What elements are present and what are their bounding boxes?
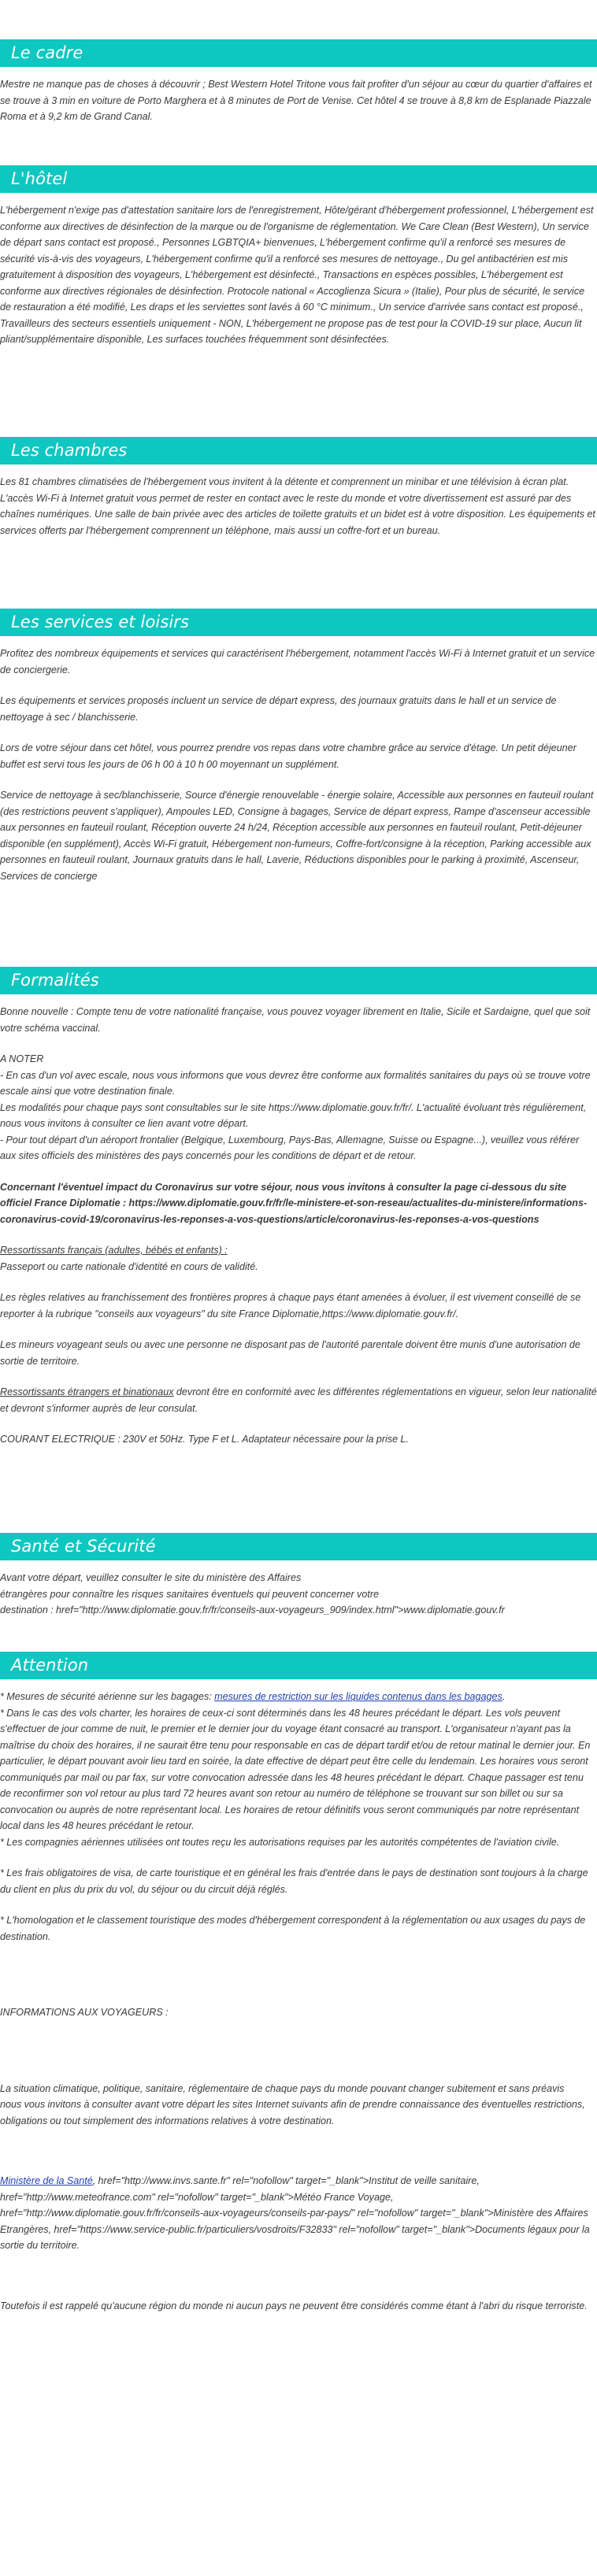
health-ministry-link[interactable]: Ministère de la Santé: [0, 2175, 93, 2186]
useful-sites: [0, 2173, 597, 2254]
services-p3: Lors de votre séjour dans cet hôtel, vous pourrez prendre vos repas dans votre chambre grâce au service d'étage. Un petit déjeuner buffet est servi tous les jours de 06 h 00 à 10 h 00 moyennant un supplément.: [0, 742, 577, 770]
sante-line-2: étrangères pour connaître les risques sanitaires éventuels qui peuvent concerner votre: [0, 1588, 380, 1600]
note-2: Les modalités pour chaque pays sont consultables sur le site https://www.diplomatie.gouv.fr/fr/. L'actualité évoluant très régulièrement, nous vous invitons à consulter ce lien avant votre départ.: [0, 1101, 587, 1129]
section-title-services: Les services et loisirs: [0, 609, 597, 636]
charter-flights: * Dans le cas des vols charter, les horaires de ceux-ci sont déterminés dans les 48 heures précédant le départ. Les vols peuvent s'effectuer de jour comme de nuit, le premier et le dernier jour du voyage étant consacré au transport. L'organisateur n'ayant pas la maîtrise du choix des horaires, il ne saurait être tenu pour responsable en cas de départ tardif et/ou de retour matinal le dernier jour. En particulier, le départ pouvant avoir lieu tard en soirée, la date effective de départ peut être celle du lendemain. Les horaires vous seront communiqués par mail ou par fax, sur votre convocation adressée dans les 48 heures précédant le départ. Chaque passager est tenu de reconfirmer son vol retour au plus tard 72 heures avant son retour au numéro de téléphone se trouvant sur son billet ou sur sa convocation ou auprès de notre représentant local. Les horaires de retour définitifs vous seront communiqués par notre représentant local dans les 48 heures précédant le retour.: [0, 1707, 591, 1831]
services-p2: Les équipements et services proposés incluent un service de départ express, des journaux gratuits dans le hall et un service de nettoyage à sec / blanchisserie.: [0, 695, 557, 723]
minors-text: Les mineurs voyageant seuls ou avec une personne ne disposant pas de l'autorité parentale doivent être munis d'une autorisation de sortie de territoire.: [0, 1339, 580, 1367]
terror-risk: Toutefois il est rappelé qu'aucune région du monde ni aucun pays ne peuvent être considérés comme étant à l'abri du risque terroriste.: [0, 2300, 588, 2311]
coronavirus-notice: Concernant l'éventuel impact du Coronavirus sur votre séjour, nous vous invitons à consulter la page ci-dessous du site officiel France Diplomatie : https://www.diplomatie.gouv.fr/fr/le-ministere-et-son-reseau/actualites-du-ministere/informations-coronavirus-covid-19/coronavirus-les-reponses-a-vos-questions/article/coronavirus-les-reponses-a-vos-questions: [0, 1181, 588, 1225]
note-title: A NOTER: [0, 1053, 44, 1064]
situation-line-2: nous vous invitons à consulter avant votre départ les sites Internet suivants afin de prendre connaissance des éventuelles restrictions, obligations ou tout simplement des informations relatives à votre destination.: [0, 2099, 585, 2126]
situation-line-1: La situation climatique, politique, sanitaire, réglementaire de chaque pays du monde pouvant changer subitement et sans préavis: [0, 2082, 565, 2094]
section-attention: [0, 1652, 597, 2314]
liquids-restriction-link[interactable]: mesures de restriction sur les liquides contenus dans les bagages: [214, 1691, 502, 1702]
section-title-sante: Santé et Sécurité: [0, 1533, 597, 1560]
airlines-authorizations: * Les compagnies aériennes utilisées ont toutes reçu les autorisations requises par les autorités compétentes de l'aviation civile.: [0, 1836, 560, 1848]
section-hotel: [0, 165, 597, 348]
services-p4: Service de nettoyage à sec/blanchisserie, Source d'énergie renouvelable - énergie solaire, Accessible aux personnes en fauteuil roulant (des restrictions peuvent s'appliquer), Ampoules LED, Consigne à bagages, Service de départ express, Rampe d'ascenseur accessible aux personnes en fauteuil roulant, Réception ouverte 24 h/24, Réception accessible aux personnes en fauteuil roulant, Petit-déjeuner disponible (en supplément), Accès Wi-Fi gratuit, Hébergement non-fumeurs, Coffre-fort/consigne à la réception, Parking accessible aux personnes en fauteuil roulant, Journaux gratuits dans le hall, Laverie, Réductions disponibles pour le parking à proximité, Ascenseur, Services de concierge: [0, 790, 594, 882]
security-measures-prefix: * Mesures de sécurité aérienne sur les bagages:: [0, 1691, 215, 1702]
section-services: [0, 609, 597, 884]
section-title-formalites: Formalités: [0, 967, 597, 994]
border-rules: Les règles relatives au franchissement des frontières propres à chaque pays étant amenées à évoluer, il est vivement conseillé de se reporter à la rubrique "conseils aux voyageurs" du site France Diplomatie,https://www.diplomatie.gouv.fr/.: [0, 1292, 581, 1319]
visa-fees: * Les frais obligatoires de visa, de carte touristique et en général les frais d'entrée dans le pays de destination sont toujours à la charge du client en plus du prix du vol, du séjour ou du circuit déjà réglés.: [0, 1867, 588, 1895]
section-chambres: [0, 437, 597, 539]
security-measures: [0, 1689, 597, 1705]
info-travelers-title: INFORMATIONS AUX VOYAGEURS :: [0, 2007, 169, 2018]
chambres-text: Les 81 chambres climatisées de l'hébergement vous invitent à la détente et comprennent un minibar et une télévision à écran plat. L'accès Wi-Fi à Internet gratuit vous permet de rester en contact avec le reste du monde et votre divertissement est assuré par des chaînes numériques. Une salle de bain privée avec des articles de toilette gratuits et un bidet est à votre disposition. Les équipements et services offerts par l'hébergement comprennent un téléphone, mais aussi un coffre-fort et un bureau.: [0, 476, 595, 536]
section-formalites: [0, 967, 597, 1448]
section-title-attention: Attention: [0, 1652, 597, 1679]
sante-line-3: destination : href="http://www.diplomatie.gouv.fr/fr/conseils-aux-voyageurs_909/index.html">www.diplomatie.gouv.fr: [0, 1604, 505, 1616]
electric-current: COURANT ELECTRIQUE : 230V et 50Hz. Type F et L. Adaptateur nécessaire pour la prise L.: [0, 1434, 409, 1445]
accommodation-rating: * L'homologation et le classement touristique des modes d'hébergement correspondent à la réglementation ou aux usages du pays de destination.: [0, 1915, 586, 1942]
fr-nationals-title: Ressortissants français (adultes, bébés et enfants) :: [0, 1245, 228, 1256]
formalites-p1: Bonne nouvelle : Compte tenu de votre nationalité française, vous pouvez voyager librement en Italie, Sicile et Sardaigne, quel que soit votre schéma vaccinal.: [0, 1006, 591, 1034]
section-title-cadre: Le cadre: [0, 39, 597, 67]
section-sante: [0, 1533, 597, 1619]
fr-nationals-text: Passeport ou carte nationale d'identité en cours de validité.: [0, 1260, 258, 1272]
hotel-text: L'hébergement n'exige pas d'attestation sanitaire lors de l'enregistrement, Hôte/gérant d'hébergement professionnel, L'hébergement est conforme aux directives de désinfection de la marque ou de l'organisme de réglementation. We Care Clean (Best Western), Un service de départ sans contact est proposé., Personnes LGBTQIA+ bienvenues, L'hébergement confirme qu'il a renforcé ses mesures de sécurité vis-à-vis des voyageurs, L'hébergement confirme qu'il a renforcé ses mesures de nettoyage., Du gel antibactérien est mis gratuitement à disposition des voyageurs, L'hébergement est désinfecté., Transactions en espèces possibles, L'hébergement est conforme aux directives régionales de désinfection. Protocole national « Accoglienza Sicura » (Italie), Pour plus de sécurité, le service de restauration a été modifié, Les draps et les serviettes sont lavés à 60 °C minimum., Un service d'arrivée sans contact est proposé., Travailleurs des secteurs essentiels uniquement - NON, L'hébergement ne propose pas de test pour la COVID-19 sur place, Aucun lit pliant/supplémentaire disponible, Les surfaces touchées fréquemment sont désinfectées.: [0, 205, 594, 345]
cadre-text: Mestre ne manque pas de choses à découvrir ; Best Western Hotel Tritone vous fait profiter d'un séjour au cœur du quartier d'affaires et se trouve à 3 min en voiture de Porto Marghera et à 8 minutes de Port de Venise. Cet hôtel 4 se trouve à 8,8 km de Esplanade Piazzale Roma et à 9,2 km de Grand Canal.: [0, 79, 592, 122]
note-3: - Pour tout départ d'un aéroport frontalier (Belgique, Luxembourg, Pays-Bas, Allemagne, Suisse ou Espagne...), veuillez vous référer aux sites officiels des ministères des pays concernés pour les conditions de départ et de retour.: [0, 1134, 580, 1161]
security-measures-suffix: .: [502, 1691, 506, 1702]
services-p1: Profitez des nombreux équipements et services qui caractérisent l'hébergement, notamment l'accès Wi-Fi à Internet gratuit et un service de conciergerie.: [0, 648, 595, 675]
section-cadre: [0, 39, 597, 125]
note-1: - En cas d'un vol avec escale, nous vous informons que vous devrez être conforme aux formalités sanitaires du pays où se trouve votre escale ainsi que votre destination finale.: [0, 1069, 591, 1097]
foreign-nationals-text: devront être en conformité avec les différentes réglementations en vigueur, selon leur nationalité et devront s'informer auprès de leur consulat.: [0, 1386, 597, 1414]
sante-line-1: Avant votre départ, veuillez consulter le site du ministère des Affaires: [0, 1572, 302, 1583]
section-title-hotel: L'hôtel: [0, 165, 597, 193]
foreign-nationals: [0, 1384, 597, 1416]
useful-sites-text: , href="http://www.invs.sante.fr" rel="nofollow" target="_blank">Institut de veille sanitaire, href="http://www.meteofrance.com" rel="nofollow" target="_blank">Météo France Voyage, href="http://www.diplomatie.gouv.fr/fr/conseils-aux-voyageurs/conseils-par-pays/" rel="nofollow" target="_blank">Ministère des Affaires Etrangères, href="https://www.service-public.fr/particuliers/vosdroits/F32833" rel="nofollow" target="_blank">Documents légaux pour la sortie du territoire.: [0, 2175, 590, 2251]
section-title-chambres: Les chambres: [0, 437, 597, 464]
foreign-nationals-title: Ressortissants étrangers et binationaux: [0, 1386, 174, 1397]
